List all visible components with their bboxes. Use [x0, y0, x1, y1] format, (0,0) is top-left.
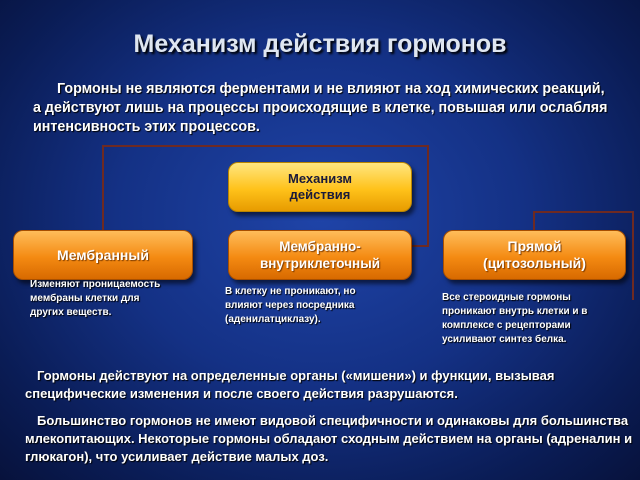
branch-box-membrane-intracellular	[228, 230, 412, 280]
root-box-mechanism	[228, 162, 412, 212]
footer-paragraph-2: Большинство гормонов не имеют видовой специфичности и одинаковы для большинства млекопитающих. Некоторые гормоны обладают сходным действием на органы (адреналин и глюкагон), что усиливает действие малых доз.	[25, 413, 633, 464]
desc-direct: Все стероидные гормоны проникают внутрь клетки и в комплексе с рецепторами усиливают синтез белка.	[442, 292, 588, 345]
intro-paragraph: Гормоны не являются ферментами и не влияют на ход химических реакций, а действуют лишь на процессы происходящие в клетке, повышая или ослабляя интенсивность этих процессов.	[33, 81, 608, 135]
desc-membrane: Изменяют проницаемость мембраны клетки для других веществ.	[30, 279, 161, 318]
branch-box-direct	[443, 230, 626, 280]
footer-paragraph-1: Гормоны действуют на определенные органы («мишени») и функции, вызывая специфические изменения и после своего действия разрушаются.	[25, 368, 555, 401]
root-box-label: Механизм действия	[288, 171, 352, 202]
branch-label-membrane: Мембранный	[57, 247, 149, 263]
branch-label-membrane-intracellular: Мембранно-внутриклеточный	[259, 239, 381, 271]
page-title: Механизм действия гормонов	[133, 30, 507, 58]
branch-label-direct: Прямой (цитозольный)	[483, 238, 586, 271]
branch-box-membrane	[13, 230, 193, 280]
desc-membrane-intracellular: В клетку не проникают, но влияют через посредника (аденилатциклазу).	[225, 286, 356, 325]
